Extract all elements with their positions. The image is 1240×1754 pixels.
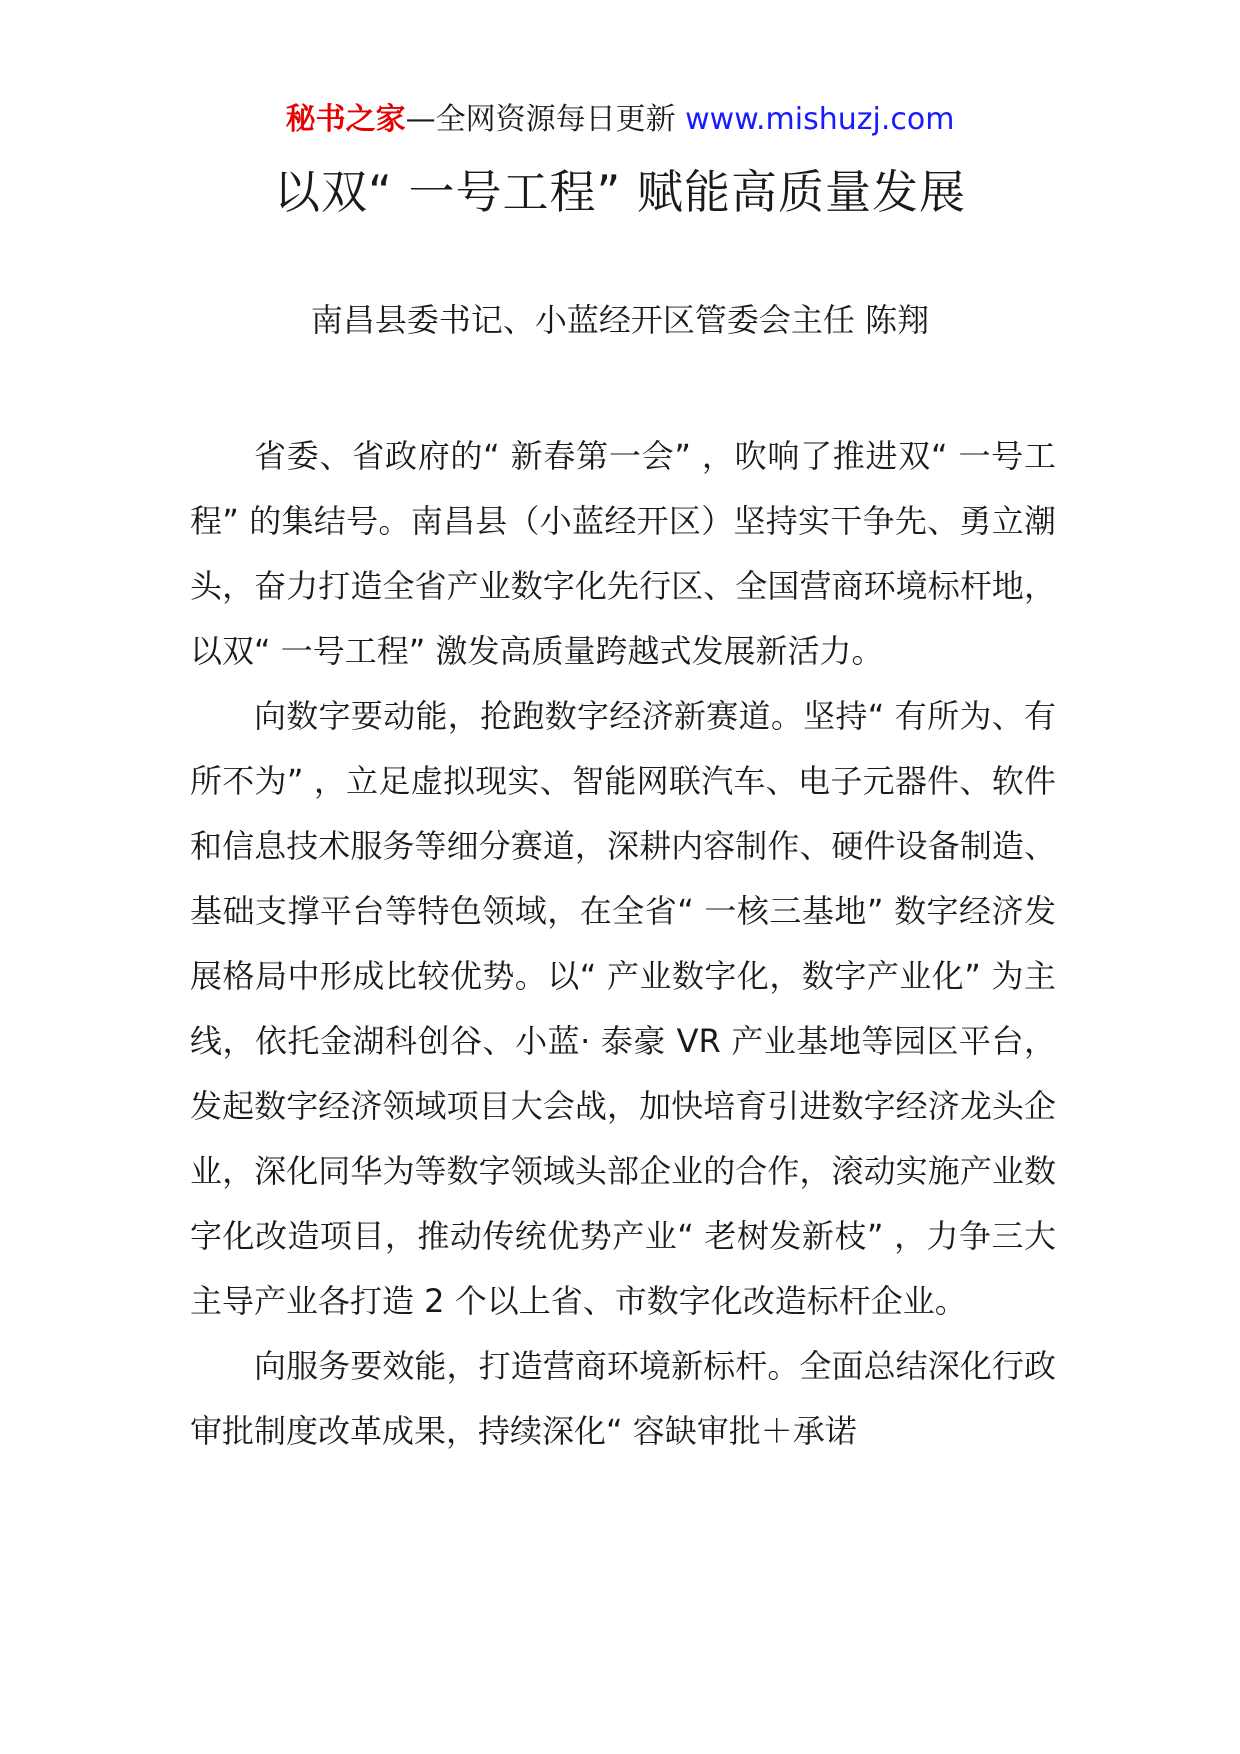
site-url-link[interactable]: www.mishuzj.com <box>685 102 955 137</box>
paragraph: 向数字要动能，抢跑数字经济新赛道。坚持“ 有所为、有所不为” ，立足虚拟现实、智能网联汽车、电子元器件、软件和信息技术服务等细分赛道，深耕内容制作、硬件设备制造、基础支撑平台等特色领域，在全省“ 一核三基地” 数字经济发展格局中形成比较优势。以“ 产业数字化，数字产业化” 为主线，依托金湖科创谷、小蓝· 泰豪 VR 产业基地等园区平台，发起数字经济领域项目大会战，加快培育引进数字经济龙头企业，深化同华为等数字领域头部企业的合作，滚动实施产业数字化改造项目，推动传统优势产业“ 老树发新枝” ，力争三大主导产业各打造 2 个以上省、市数字化改造标杆企业。 <box>190 697 1056 1320</box>
article-body <box>190 424 1056 1464</box>
article-title: 以双“ 一号工程” 赋能高质量发展 <box>274 165 966 219</box>
paragraph: 省委、省政府的“ 新春第一会” ，吹响了推进双“ 一号工程” 的集结号。南昌县（小蓝经开区）坚持实干争先、勇立潮头，奋力打造全省产业数字化先行区、全国营商环境标杆地，以双“ 一号工程” 激发高质量跨越式发展新活力。 <box>190 437 1056 670</box>
brand-name: 秘书之家 <box>285 102 406 137</box>
banner-tagline: —全网资源每日更新 <box>405 102 686 137</box>
paragraph: 向服务要效能，打造营商环境新标杆。全面总结深化行政审批制度改革成果，持续深化“ 容缺审批＋承诺 <box>190 1347 1056 1450</box>
author-byline: 南昌县委书记、小蓝经开区管委会主任 陈翔 <box>310 301 930 339</box>
site-banner <box>0 100 1240 140</box>
